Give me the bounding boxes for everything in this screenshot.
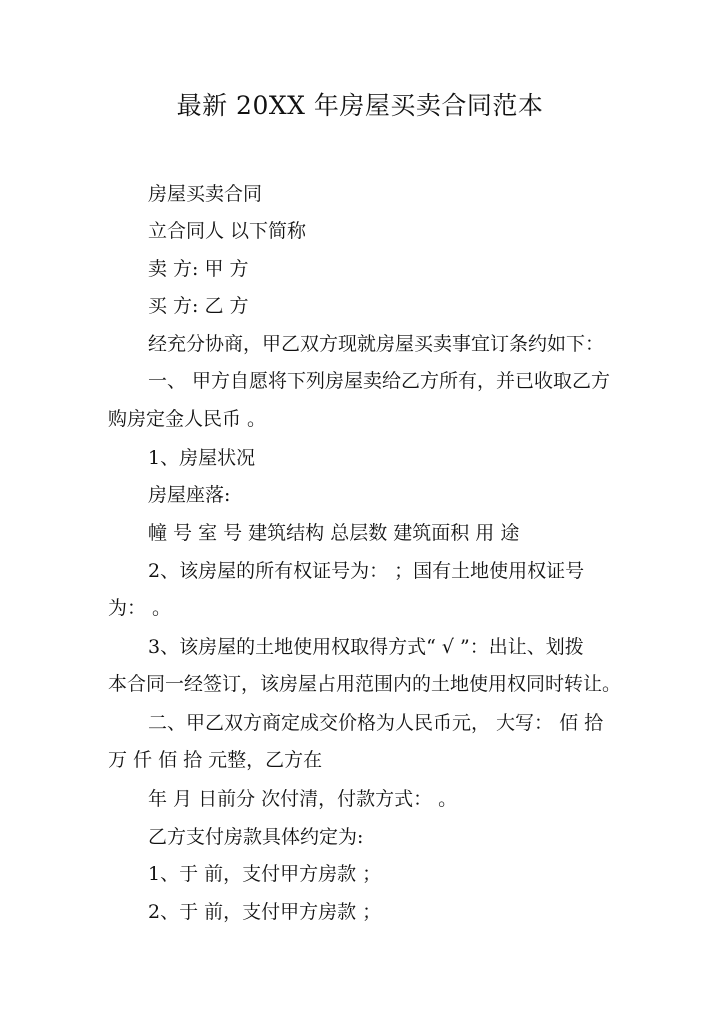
line-contract-heading: 房屋买卖合同 — [148, 183, 263, 205]
line-ownership-cert: 2、该房屋的所有权证号为： ；国有土地使用权证号 — [148, 560, 585, 582]
line-buyer: 买 方: 乙 方 — [148, 295, 249, 317]
line-land-use-method: 3、该房屋的土地使用权取得方式“ √ ”：出让、划拨 — [148, 636, 584, 658]
line-parties-intro: 立合同人 以下简称 — [148, 220, 307, 242]
document-title: 最新 20XX 年房屋买卖合同范本 — [176, 91, 544, 120]
line-land-use-transfer: 本合同一经签订，该房屋占用范围内的土地使用权同时转让。 — [108, 673, 622, 695]
line-clause-1-cont: 购房定金人民币 。 — [108, 408, 267, 430]
line-property-status: 1、房屋状况 — [148, 447, 256, 469]
line-clause-1: 一、 甲方自愿将下列房屋卖给乙方所有，并已收取乙方 — [148, 370, 611, 392]
line-payment-1: 1、于 前，支付甲方房款 ； — [148, 863, 382, 885]
line-property-location: 房屋座落: — [148, 484, 231, 506]
line-payment-2: 2、于 前，支付甲方房款 ； — [148, 901, 382, 923]
line-property-details: 幢 号 室 号 建筑结构 总层数 建筑面积 用 途 — [148, 522, 520, 544]
line-payment-schedule: 年 月 日前分 次付清，付款方式： 。 — [148, 788, 458, 810]
line-payment-terms: 乙方支付房款具体约定为: — [148, 826, 364, 848]
line-agreement-intro: 经充分协商，甲乙双方现就房屋买卖事宜订条约如下： — [148, 333, 605, 355]
line-seller: 卖 方: 甲 方 — [148, 258, 249, 280]
line-ownership-cert-cont: 为： 。 — [108, 597, 172, 619]
line-clause-2: 二、甲乙双方商定成交价格为人民币元， 大写： 佰 拾 — [148, 712, 604, 734]
line-clause-2-amount: 万 仟 佰 拾 元整，乙方在 — [108, 749, 323, 771]
